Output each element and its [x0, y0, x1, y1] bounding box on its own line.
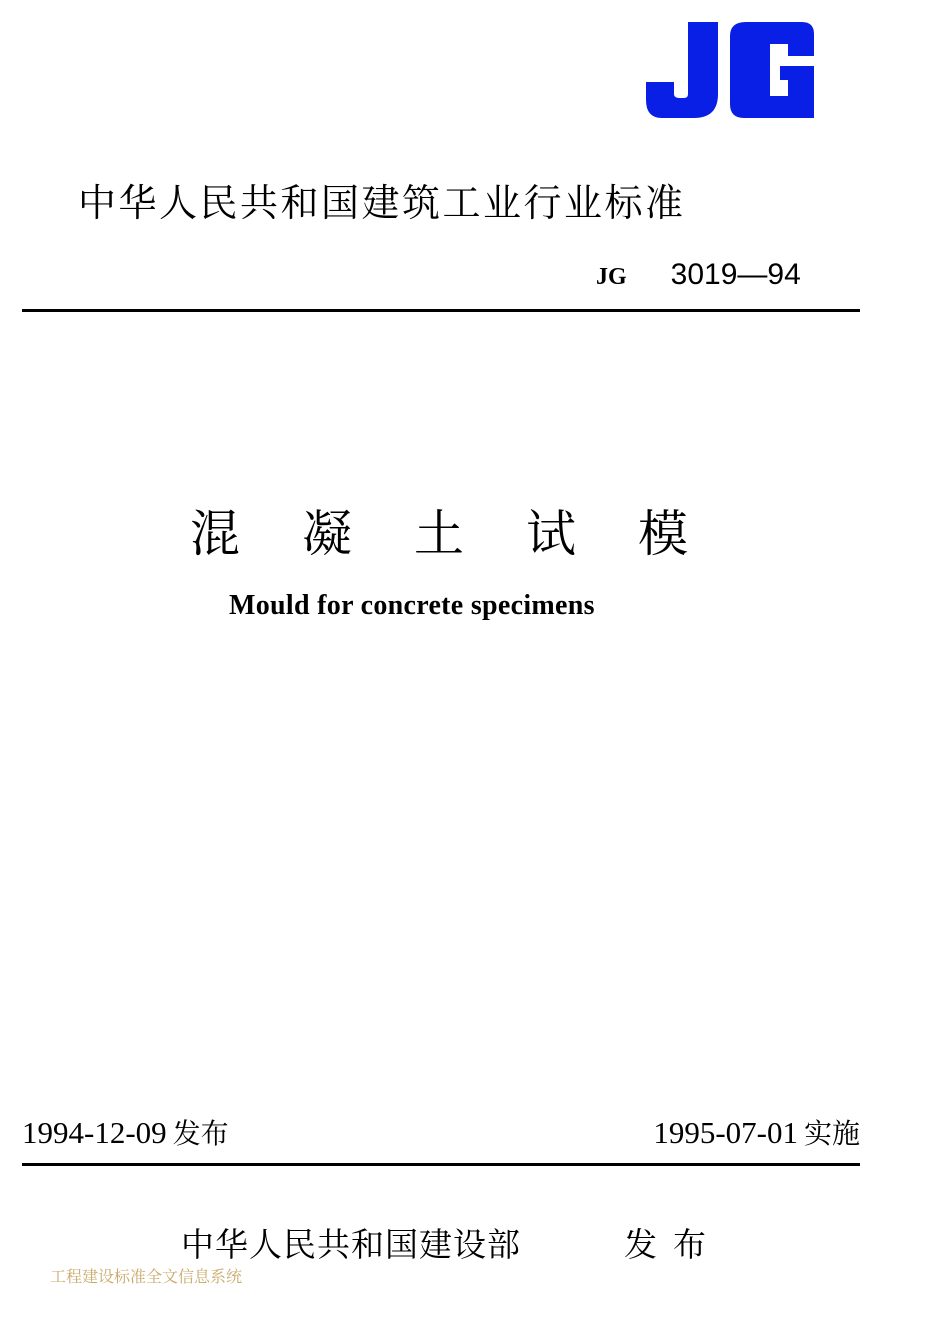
publisher-action: 发布: [624, 1225, 722, 1264]
issue-label: 发布: [172, 1117, 229, 1150]
standard-number: [596, 258, 801, 292]
document-title-cn: 混凝土试模: [190, 505, 750, 563]
effective-date: 1995-07-01: [653, 1115, 798, 1150]
logo-letter-j: [646, 22, 718, 118]
issue-date-block: [22, 1112, 229, 1152]
jg-logo-graphic: [642, 14, 822, 126]
watermark-text: 工程建设标准全文信息系统: [50, 1267, 243, 1286]
bottom-divider: [22, 1163, 860, 1166]
logo-letter-g: [730, 22, 814, 118]
issue-date: 1994-12-09: [22, 1115, 167, 1150]
publisher-name: 中华人民共和国建设部: [181, 1225, 521, 1264]
effective-date-block: [653, 1112, 860, 1152]
standard-category-title: 中华人民共和国建筑工业行业标准: [78, 181, 686, 225]
standard-prefix: JG: [596, 264, 627, 290]
top-divider: [22, 309, 860, 312]
jg-logo: [642, 14, 822, 126]
effective-label: 实施: [803, 1117, 860, 1150]
standard-code: 3019—94: [670, 258, 801, 291]
document-title-en: Mould for concrete specimens: [229, 590, 595, 621]
